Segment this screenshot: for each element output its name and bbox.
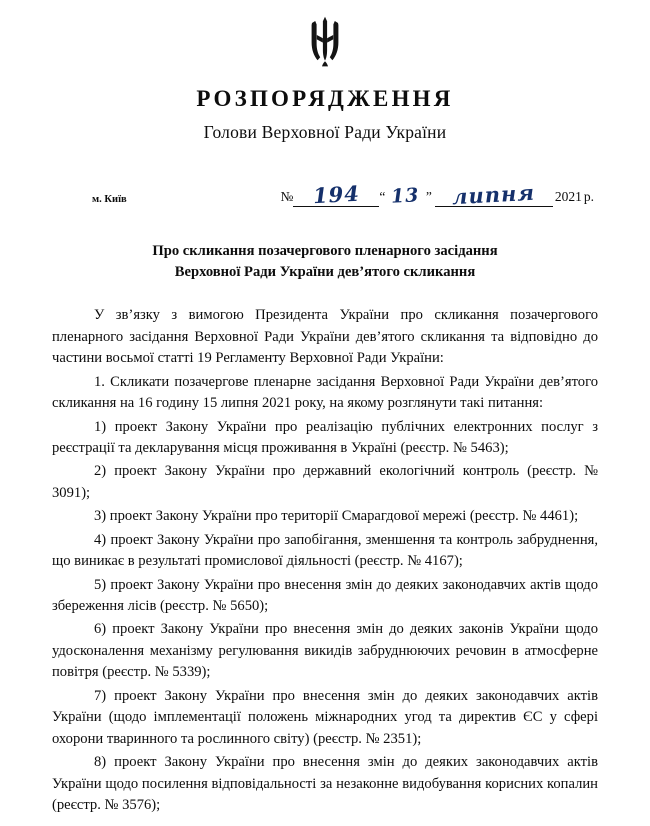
body-paragraph: 6) проект Закону України про внесення змін до деяких законів України щодо удосконалення механізму регулювання викидів забруднюючих речовин в атмосферне повітря (реєстр. № 5339);	[52, 621, 598, 681]
document-subtitle: Голови Верховної Ради України	[203, 122, 447, 142]
meta-number-label: №	[280, 189, 294, 204]
body-paragraph: 3) проект Закону України про території Смарагдової мережі (реєстр. № 4461);	[94, 508, 579, 525]
body-paragraph: 8) проект Закону України про внесення змін до деяких законодавчих актів України щодо посилення відповідальності за незаконне видобування корисних копалин (реєстр. № 3576);	[52, 754, 598, 813]
meta-number-value-field	[293, 180, 379, 209]
body-paragraph: 4) проект Закону України про запобігання, зменшення та контроль забруднення, що виникає в результаті промислової діяльності (реєстр. № 4167);	[52, 531, 598, 570]
document-meta-row	[52, 173, 598, 210]
emblem-container	[52, 16, 598, 74]
meta-number-date-group	[280, 179, 598, 210]
meta-quote-close: ”	[425, 189, 432, 204]
subject-line-2: Верховної Ради України дев’ятого скликання	[174, 264, 476, 281]
body-paragraph: 2) проект Закону України про державний екологічний контроль (реєстр. № 3091);	[52, 463, 598, 501]
body-paragraph: 5) проект Закону України про внесення змін до деяких законодавчих актів щодо збереження лісів (реєстр. № 5650);	[52, 576, 598, 614]
body-paragraph: У зв’язку з вимогою Президента України про скликання позачергового пленарного засідання Верховної Ради України дев’ятого скликання та відповідно до частини восьмої статті 19 Регламенту Верховної Ради України:	[52, 307, 598, 367]
meta-city: м. Київ	[92, 194, 127, 205]
ukraine-trident-emblem-icon	[308, 16, 342, 68]
subject-line-1: Про скликання позачергового пленарного засідання	[152, 243, 498, 259]
meta-number-handwritten: 194	[312, 180, 361, 209]
meta-quote-open: “	[379, 189, 386, 204]
meta-day-handwritten: 13	[390, 184, 421, 208]
meta-month-field	[435, 179, 553, 210]
body-paragraph: 1) проект Закону України про реалізацію публічних електронних послуг з реєстрації та декларування місця проживання в Україні (реєстр. № 5463);	[52, 418, 598, 456]
meta-year: 2021	[554, 189, 582, 204]
body-paragraph: 7) проект Закону України про внесення змін до деяких законодавчих актів України (щодо імплементації положень міжнародних угод та директив ЄС у сфері охорони тваринного та рослинного світу) (реєстр. № 2351);	[52, 687, 598, 747]
document-subject	[52, 241, 598, 283]
meta-year-suffix: р.	[583, 189, 594, 204]
body-paragraph: 1. Скликати позачергове пленарне засідання Верховної Ради України дев’ятого скликання на 16 годину 15 липня 2021 року, на якому розглянути такі питання:	[52, 373, 598, 412]
document-title: РОЗПОРЯДЖЕННЯ	[196, 86, 454, 111]
meta-month-handwritten: липня	[451, 179, 536, 210]
document-body	[52, 305, 598, 816]
